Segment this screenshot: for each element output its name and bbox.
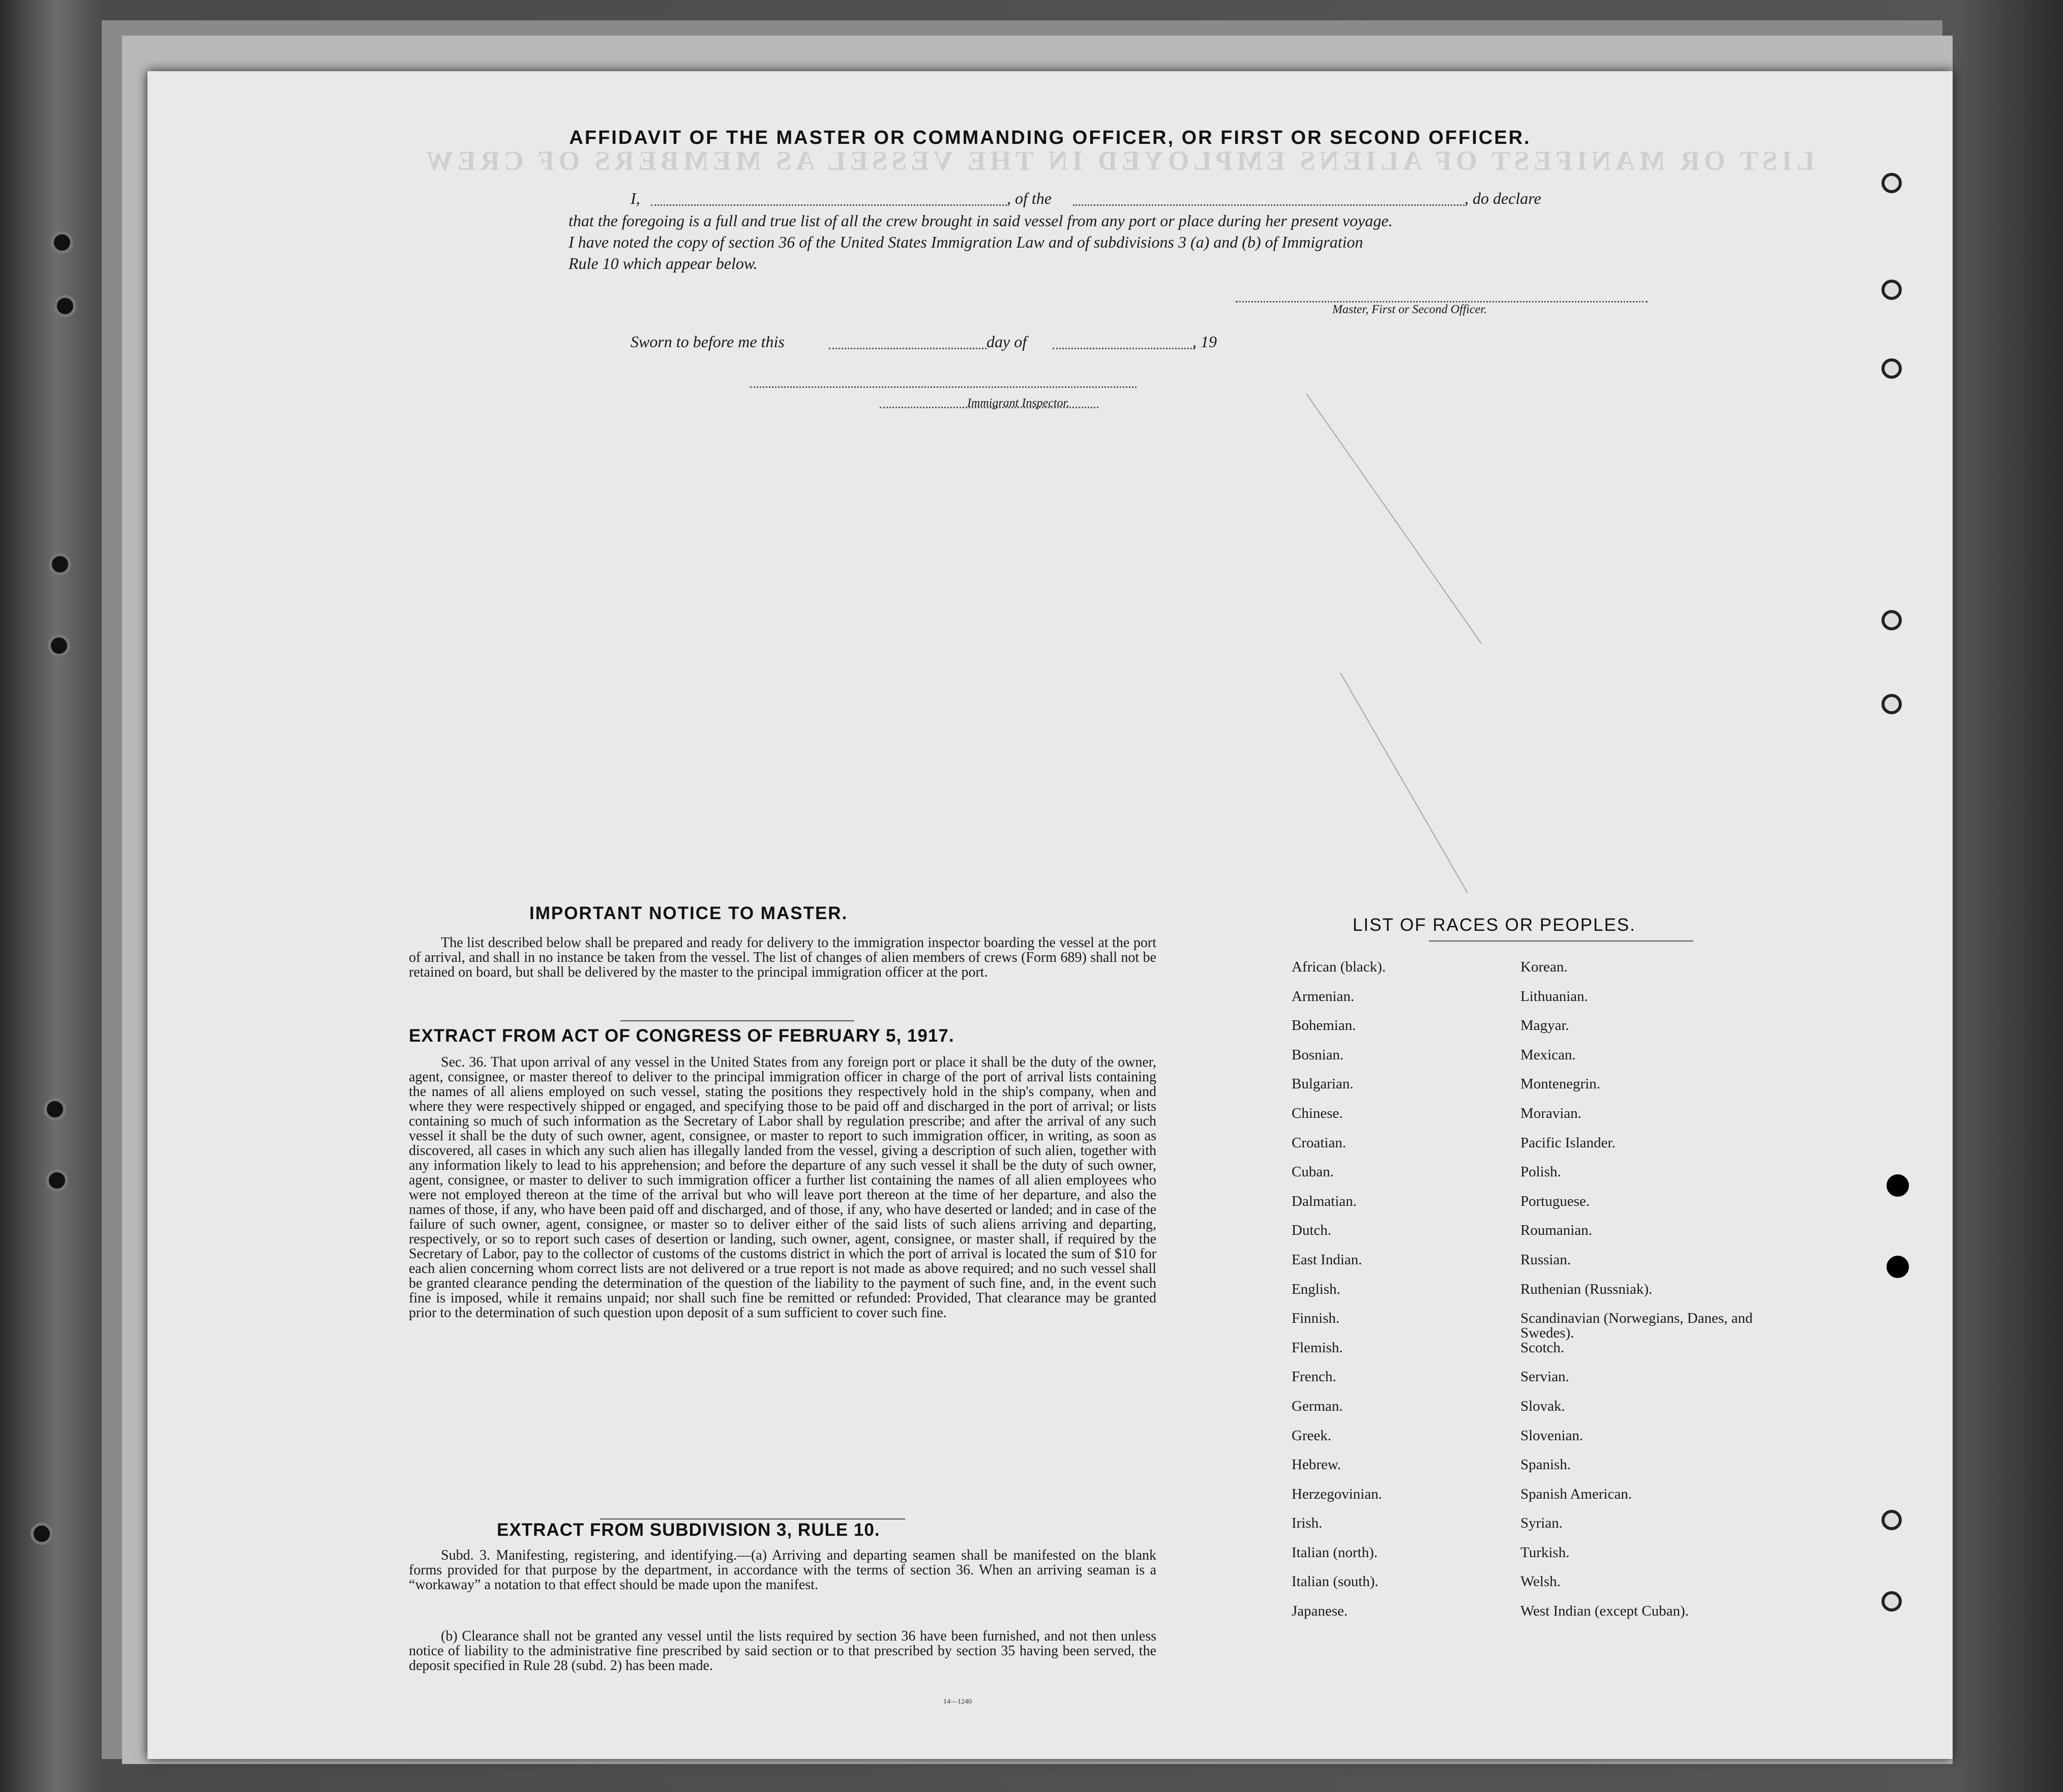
binder-hole (44, 1098, 66, 1120)
races-column-1 (1292, 960, 1515, 1633)
race-item: Croatian. (1292, 1134, 1347, 1151)
affidavit-line4: Rule 10 which appear below. (569, 254, 758, 272)
separator-line (620, 1020, 854, 1021)
race-item: Greek. (1292, 1427, 1332, 1444)
race-item: Welsh. (1520, 1573, 1561, 1590)
pencil-stroke (1340, 673, 1468, 893)
race-item: Scotch. (1520, 1339, 1565, 1356)
month-blank (1053, 348, 1195, 349)
inspector-caption: Immigrant Inspector. (967, 397, 1070, 410)
race-item: Italian (south). (1292, 1573, 1379, 1590)
race-item: Pacific Islander. (1520, 1134, 1616, 1151)
race-item: Italian (north). (1292, 1544, 1378, 1561)
race-item: Dalmatian. (1292, 1193, 1357, 1209)
binder-hole (51, 231, 73, 254)
form-number: 14—1240 (943, 1698, 972, 1706)
race-item: Irish. (1292, 1515, 1323, 1532)
race-item: Armenian. (1292, 988, 1355, 1005)
race-item: Bulgarian. (1292, 1076, 1354, 1092)
race-item: Slovenian. (1520, 1427, 1583, 1444)
affidavit-line3: I have noted the copy of section 36 of the United States Immigration Law and of subdivisions 3 (a) and (b) of Immigration (569, 233, 1363, 251)
race-item: Servian. (1520, 1369, 1569, 1385)
race-item: Ruthenian (Russniak). (1520, 1281, 1653, 1297)
affidavit-do-declare: , do declare (1464, 189, 1541, 207)
ring-hole (1881, 610, 1902, 630)
sworn-label: Sworn to before me this (631, 332, 785, 351)
race-item: Dutch. (1292, 1222, 1332, 1239)
affidavit-title: AFFIDAVIT OF THE MASTER OR COMMANDING OFFICER, OR FIRST OR SECOND OFFICER. (569, 127, 1531, 148)
name-blank (651, 204, 1007, 206)
race-item: Syrian. (1520, 1515, 1563, 1532)
inspector-signature-blank (750, 386, 1137, 388)
act-extract-text: Sec. 36. That upon arrival of any vessel in the United States from any foreign port or place it shall be the duty of the owner, agent, consignee, or master thereof to deliver to the principal immigration officer in charge of the port of arrival lists containing the names of all aliens employed on such vessel, stating the positions they respectively hold in the ship's company, when and where they were respectively shipped or engaged, and specifying those to be paid off and discharged in the port of arrival; or lists containing so much of such information as the Secretary of Labor shall by regulation prescribe; and after the arrival of any such vessel it shall be the duty of such owner, agent, consignee, or master to report to such immigration officer, in writing, as soon as discovered, all cases in which any such alien has illegally landed from the vessel, giving a description of such alien, together with any information likely to lead to his apprehension; and before the departure of any such vessel it shall be the duty of such owner, agent, consignee, or master to deliver to such immigration officer a further list containing the names of all alien employees who were not employed thereon at the time of the arrival but who will leave port thereon at the time of her departure, and also the names of those, if any, who have been paid off and discharged, and of those, if any, who have deserted or landed; and in case of the failure of such owner, agent, consignee, or master so to deliver either of the said lists of such aliens arriving and departing, respectively, or so to report such cases of desertion or landing, such owner, agent, consignee, or master shall, if required by the Secretary of Labor, pay to the collector of customs of the customs district in which the port of arrival is located the sum of $10 for each alien concerning whom correct lists are not delivered or a true report is not made as above required; and no such vessel shall be granted clearance pending the determination of the question of the liability to the payment of such fine, and, in the event such fine is imposed, while it remains unpaid; nor shall such fine be remitted or refunded: Provided, That clearance may be granted prior to the determination of such question upon deposit of a sum sufficient to cover such fine. (409, 1054, 1156, 1321)
binder-hole (54, 295, 76, 317)
notice-title: IMPORTANT NOTICE TO MASTER. (529, 903, 848, 923)
race-item: Scandinavian (Norwegians, Danes, and Swedes). (1520, 1310, 1753, 1342)
bleed-through-text: LIST OR MANIFEST OF ALIENS EMPLOYED IN THE VESSEL AS MEMBERS OF CREW (422, 145, 1815, 176)
races-title: LIST OF RACES OR PEOPLES. (1353, 915, 1636, 935)
race-item: Moravian. (1520, 1105, 1581, 1121)
ring-hole (1881, 694, 1902, 714)
ring-hole (1881, 358, 1902, 379)
race-item: French. (1292, 1369, 1336, 1385)
pencil-stroke (1306, 393, 1482, 644)
race-item: Chinese. (1292, 1105, 1343, 1121)
race-item: Flemish. (1292, 1339, 1343, 1356)
race-item: African (black). (1292, 959, 1386, 975)
races-column-2 (1520, 960, 1785, 1633)
race-item: Spanish American. (1520, 1485, 1632, 1502)
race-item: West Indian (except Cuban). (1520, 1603, 1689, 1620)
race-item: Mexican. (1520, 1046, 1576, 1063)
year-label: , 19 (1192, 332, 1217, 351)
affidavit-of-the-label: , of the (1007, 189, 1052, 207)
race-item: Roumanian. (1520, 1222, 1592, 1239)
ring-hole (1881, 1591, 1902, 1612)
rule-extract-title: EXTRACT FROM SUBDIVISION 3, RULE 10. (497, 1520, 880, 1540)
ring-hole (1881, 280, 1902, 300)
binder-hole (31, 1523, 53, 1545)
affidavit-i-label: I, (631, 189, 640, 207)
race-item: Portuguese. (1520, 1193, 1590, 1209)
binder-hole (49, 553, 71, 575)
notice-text: The list described below shall be prepared and ready for delivery to the immigration inspector boarding the vessel at the port of arrival, and shall in no instance be taken from the vessel. The list of changes of alien members of crews (Form 689) shall not be retained on board, but shall be delivered by the master to the principal immigration officer at the port. (409, 935, 1156, 980)
binder-hole (46, 1169, 68, 1192)
officer-caption: Master, First or Second Officer. (1332, 303, 1487, 316)
officer-signature-blank (1236, 301, 1648, 302)
day-of-label: day of (986, 332, 1027, 351)
separator-line (600, 1518, 905, 1520)
race-item: Hebrew. (1292, 1456, 1341, 1473)
race-item: Polish. (1520, 1164, 1561, 1180)
affidavit-line2: that the foregoing is a full and true list of all the crew brought in said vessel from any port or place during her present voyage. (569, 211, 1393, 230)
separator-line (1429, 940, 1693, 941)
race-item: Spanish. (1520, 1456, 1571, 1473)
race-item: Cuban. (1292, 1164, 1334, 1180)
binder-hole (48, 634, 70, 657)
binder-hole (1887, 1174, 1909, 1197)
race-item: Japanese. (1292, 1603, 1348, 1620)
ring-hole (1881, 1510, 1902, 1530)
race-item: English. (1292, 1281, 1340, 1297)
race-item: Korean. (1520, 959, 1568, 975)
binder-hole (1887, 1256, 1909, 1278)
race-item: Bohemian. (1292, 1017, 1356, 1034)
act-extract-title: EXTRACT FROM ACT OF CONGRESS OF FEBRUARY 5, 1917. (409, 1026, 954, 1046)
day-blank (829, 348, 986, 349)
race-item: Herzegovinian. (1292, 1485, 1382, 1502)
race-item: Magyar. (1520, 1017, 1569, 1034)
manifest-page (147, 71, 1953, 1759)
race-item: Russian. (1520, 1251, 1571, 1268)
race-item: Montenegrin. (1520, 1076, 1601, 1092)
race-item: East Indian. (1292, 1251, 1362, 1268)
rule-extract-text-b: (b) Clearance shall not be granted any vessel until the lists required by section 36 have been furnished, and not then unless notice of liability to the administrative fine prescribed by said section or to that prescribed by section 35 having been served, the deposit specified in Rule 28 (subd. 2) has been made. (409, 1628, 1156, 1674)
race-item: Turkish. (1520, 1544, 1570, 1561)
vessel-blank (1073, 204, 1464, 206)
rule-extract-text-a: Subd. 3. Manifesting, registering, and identifying.—(a) Arriving and departing seamen shall be manifested on the blank forms provided for that purpose by the department, in accordance with the terms of section 36. When an arriving seaman is a “workaway” a notation to that effect should be made upon the manifest. (409, 1547, 1156, 1593)
race-item: Finnish. (1292, 1310, 1340, 1327)
race-item: Lithuanian. (1520, 988, 1588, 1005)
ring-hole (1881, 173, 1902, 193)
race-item: German. (1292, 1398, 1343, 1414)
race-item: Slovak. (1520, 1398, 1565, 1414)
race-item: Bosnian. (1292, 1046, 1344, 1063)
